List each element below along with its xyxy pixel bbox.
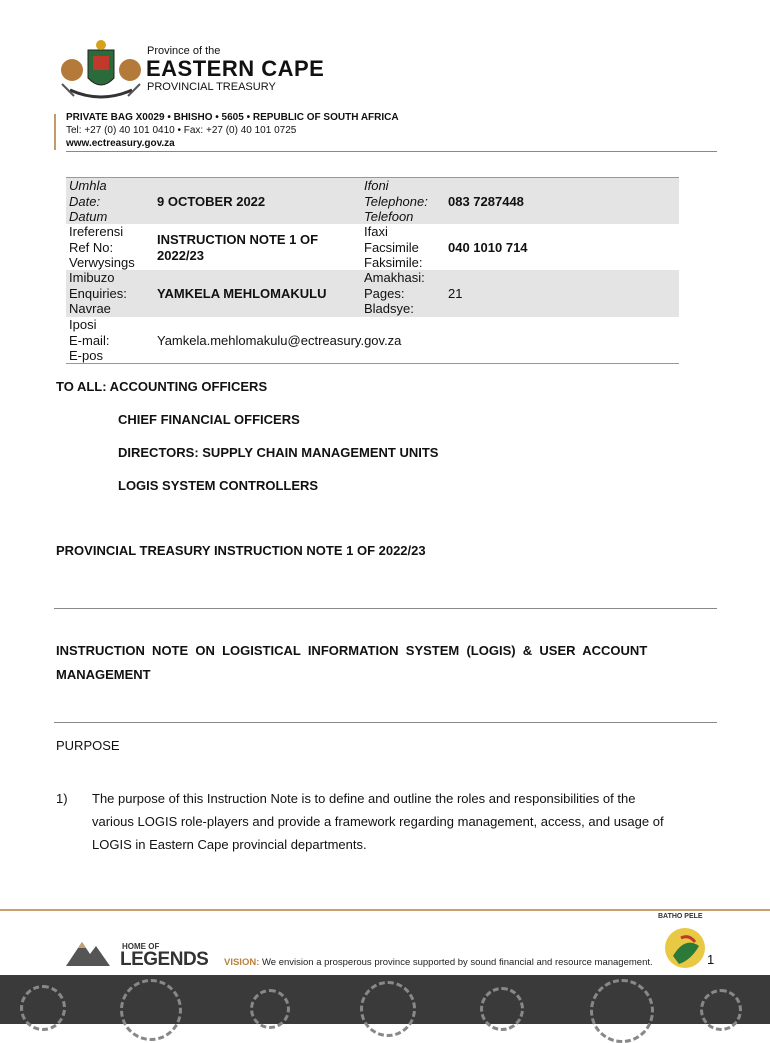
home-of-legends-mountain-icon	[66, 934, 110, 968]
header-divider	[66, 151, 717, 152]
to-all-accounting-officers: TO ALL: ACCOUNTING OFFICERS	[56, 379, 268, 394]
telephone-label: Ifoni Telephone: Telefoon	[364, 178, 428, 224]
divider-1	[54, 608, 717, 609]
batho-pele-label: BATHO PELE	[658, 913, 703, 920]
coat-of-arms-logo	[60, 40, 142, 104]
subject-heading-line1: INSTRUCTION NOTE ON LOGISTICAL INFORMATION SYSTEM (LOGIS) & USER ACCOUNT	[56, 643, 648, 658]
purpose-heading: PURPOSE	[56, 738, 120, 753]
instruction-note-title: PROVINCIAL TREASURY INSTRUCTION NOTE 1 OF 2022/23	[56, 543, 426, 558]
fax-value: 040 1010 714	[448, 240, 528, 255]
gear-icon	[360, 981, 416, 1037]
date-label: Umhla Date: Datum	[69, 178, 108, 224]
fax-label: Ifaxi Facsimile Faksimile:	[364, 224, 423, 270]
enquiries-value: YAMKELA MEHLOMAKULU	[157, 286, 327, 301]
gear-icon	[700, 989, 742, 1031]
gear-icon	[590, 979, 654, 1043]
provincial-treasury-label: PROVINCIAL TREASURY	[147, 81, 276, 93]
ref-label: Ireferensi Ref No: Verwysings	[69, 224, 135, 270]
legends-label: LEGENDS	[120, 949, 209, 970]
ref-value: INSTRUCTION NOTE 1 OF 2022/23	[157, 232, 319, 263]
email-value[interactable]: Yamkela.mehlomakulu@ectreasury.gov.za	[157, 333, 402, 348]
subject-heading-line2: MANAGEMENT	[56, 667, 151, 682]
gear-icon	[120, 979, 182, 1041]
vision-text: We envision a prosperous province supported by sound financial and resource management.	[262, 957, 653, 968]
postal-address: PRIVATE BAG X0029 • BHISHO • 5605 • REPUBLIC OF SOUTH AFRICA	[66, 112, 399, 123]
phone-fax: Tel: +27 (0) 40 101 0410 • Fax: +27 (0) 40 101 0725	[66, 125, 297, 136]
addressee-logis-controllers: LOGIS SYSTEM CONTROLLERS	[118, 478, 319, 493]
addressee-directors: DIRECTORS: SUPPLY CHAIN MANAGEMENT UNITS	[118, 445, 439, 460]
province-of-label: Province of the	[147, 45, 221, 57]
batho-pele-logo	[655, 916, 715, 972]
enquiries-label: Imibuzo Enquiries: Navrae	[69, 270, 127, 316]
addressee-cfo: CHIEF FINANCIAL OFFICERS	[118, 412, 300, 427]
pages-value: 21	[448, 286, 463, 301]
home-of-label: HOME OF	[122, 942, 160, 951]
footer-divider	[0, 909, 770, 911]
page-number: 1	[707, 952, 715, 967]
gear-icon	[20, 985, 66, 1031]
email-label: Iposi E-mail: E-pos	[69, 317, 110, 363]
header-accent-bar	[54, 114, 56, 150]
gear-icon	[250, 989, 290, 1029]
date-value: 9 OCTOBER 2022	[157, 194, 266, 209]
purpose-paragraph: The purpose of this Instruction Note is to define and outline the roles and responsibilities of the various LOGIS role-players and provide a framework regarding management, access, and usage of LOGIS in Eastern Cape provincial departments.	[92, 791, 664, 852]
vision-label: VISION:	[224, 957, 260, 968]
paragraph-number: 1)	[56, 791, 68, 806]
divider-2	[54, 722, 717, 723]
telephone-value: 083 7287448	[448, 194, 524, 209]
eastern-cape-title: EASTERN CAPE	[146, 56, 325, 81]
pages-label: Amakhasi: Pages: Bladsye:	[364, 270, 425, 316]
footer-gears-banner	[0, 975, 770, 1024]
vision-statement	[224, 957, 653, 968]
gear-icon	[480, 987, 524, 1031]
website-link[interactable]: www.ectreasury.gov.za	[66, 138, 175, 149]
